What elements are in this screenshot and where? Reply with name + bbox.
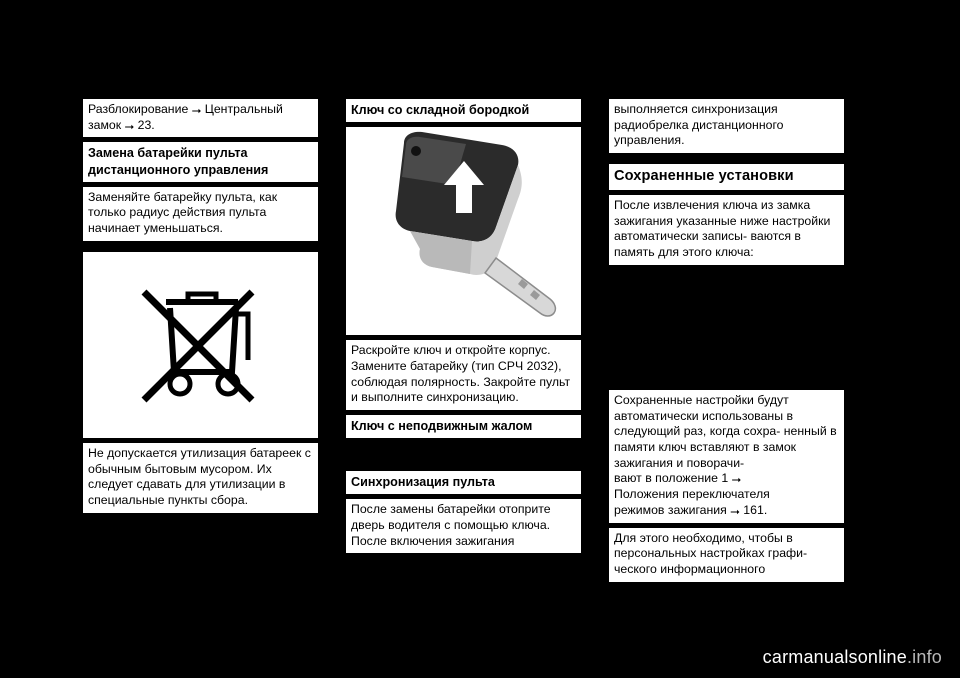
paragraph-sync-continued: выполняется синхронизация радиобрелка дистанционного управления. [608, 98, 845, 154]
saved-usage-page-ref: 161 [743, 502, 764, 517]
heading-sync: Синхронизация пульта [345, 470, 582, 495]
column-middle [345, 98, 582, 586]
footer-brand: carmanualsonline [762, 647, 907, 667]
paragraph-personal-settings: Для этого необходимо, чтобы в персональных настройках графи- ческого информационного [608, 527, 845, 583]
folding-key-illustration [346, 127, 581, 335]
heading-folding-key: Ключ со складной бородкой [345, 98, 582, 123]
arrow-right-icon-3: ⭢ [731, 472, 742, 487]
unlock-label: Разблокирование [88, 102, 189, 116]
column-right [608, 98, 845, 586]
heading-battery-line2: дистанционного управления [88, 162, 269, 177]
arrow-right-icon-2: ⭢ [124, 118, 135, 133]
crossed-out-wheelie-bin-icon [126, 252, 276, 428]
paragraph-sync: После замены батарейки отоприте дверь водителя с помощью ключа. После включения зажигания [345, 498, 582, 554]
saved-usage-period: . [763, 502, 768, 517]
unlock-period: . [151, 117, 155, 132]
arrow-right-icon: ⭢ [191, 103, 202, 117]
paragraph-saved-intro: После извлечения ключа из замка зажигания указанные ниже настройки автоматически записы- ваются в память для этого ключа: [608, 194, 845, 266]
column-left [82, 98, 319, 586]
heading-battery-line1: Замена батарейки пульта [88, 146, 248, 161]
footer-watermark [763, 647, 942, 668]
unlock-label-2: замок [88, 117, 122, 132]
page-columns [82, 98, 882, 586]
paragraph-unlock [82, 98, 319, 138]
heading-fixed-key: Ключ с неподвижным жалом [345, 414, 582, 439]
saved-usage-position-prefix: вают в положение 1 [614, 471, 729, 486]
heading-saved-settings: Сохраненные установки [608, 163, 845, 191]
paragraph-open-key: Раскройте ключ и откройте корпус. Замените батарейку (тип СРЧ 2032), соблюдая полярность. Закройте пульт и выполните синхронизацию. [345, 339, 582, 411]
unlock-page-ref: 23 [137, 117, 152, 132]
figure-recycle-bin [82, 251, 319, 439]
footer-suffix: .info [906, 647, 942, 667]
figure-folding-key [345, 126, 582, 336]
paragraph-disposal: Не допускается утилизация батареек с обычным бытовым мусором. Их следует сдавать для утилизации в специальные пункты сбора. [82, 442, 319, 514]
saved-usage-text: Сохраненные настройки будут автоматически использованы в следующий раз, когда сохра- ненный в памяти ключ вставляют в замок зажигания и поворачи- [614, 392, 837, 470]
paragraph-saved-usage [608, 389, 845, 524]
saved-usage-switch-positions: Положения переключателя [614, 487, 770, 502]
unlock-label-end: Центральный [204, 102, 283, 116]
saved-usage-modes-prefix: режимов зажигания [614, 502, 727, 517]
arrow-right-icon-4: ⭢ [730, 503, 740, 518]
paragraph-battery: Заменяйте батарейку пульта, как только радиус действия пульта начинает уменьшаться. [82, 186, 319, 242]
heading-battery-replacement [82, 141, 319, 182]
